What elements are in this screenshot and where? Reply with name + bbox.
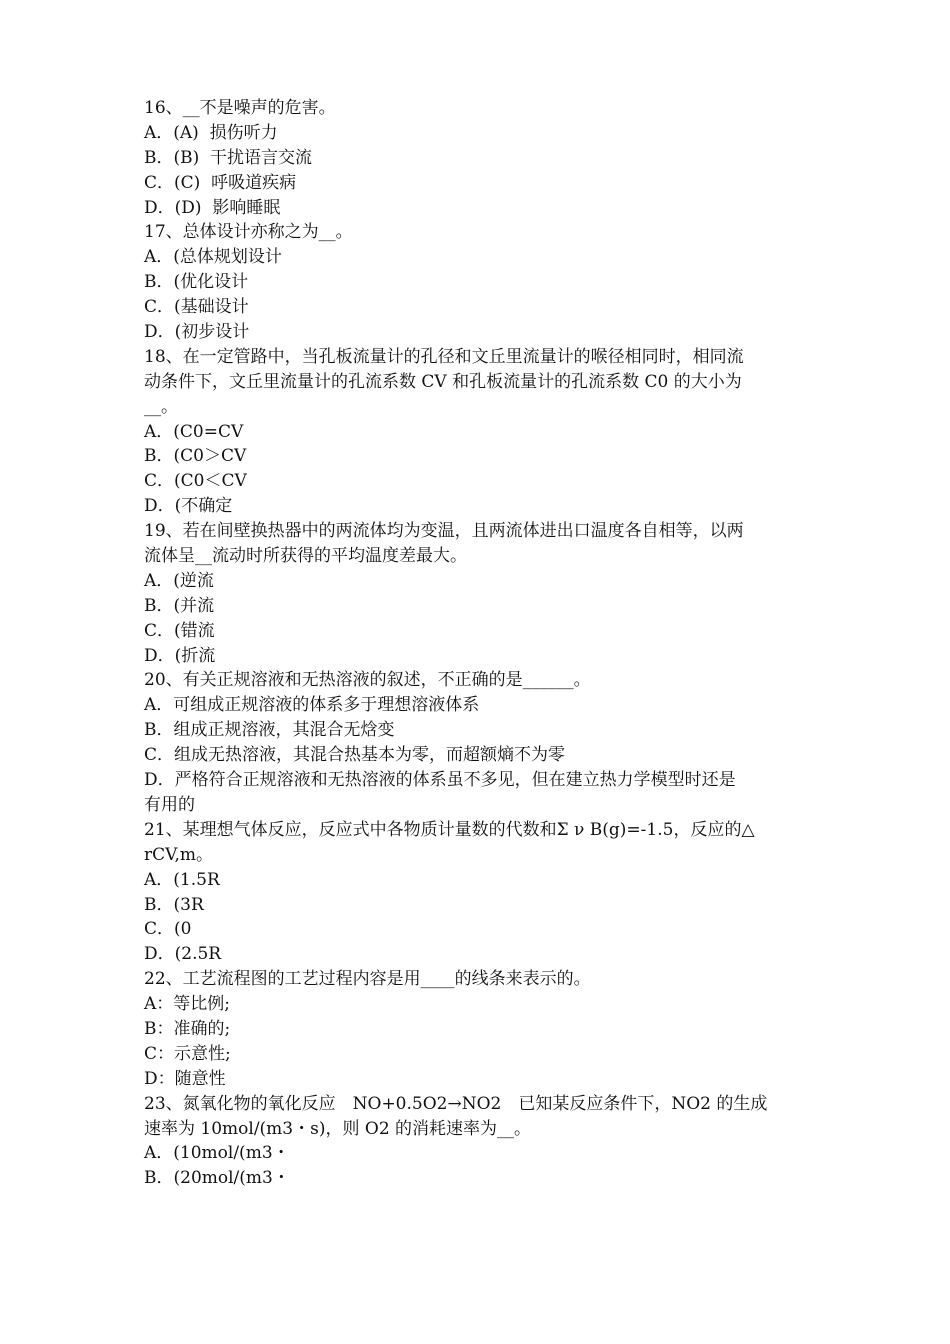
question-22-option-b: B：准确的; bbox=[144, 1018, 231, 1039]
question-17-stem: 17、总体设计亦称之为__。 bbox=[144, 222, 353, 243]
question-16-stem: 16、__不是噪声的危害。 bbox=[144, 98, 336, 118]
question-20-stem: 20、有关正规溶液和无热溶液的叙述，不正确的是______。 bbox=[144, 670, 591, 691]
question-16-option-b: B．(B) 干扰语言交流 bbox=[144, 147, 313, 168]
question-19-option-c: C．(错流 bbox=[144, 620, 215, 641]
question-19-option-b: B．(并流 bbox=[144, 595, 215, 616]
question-21-stem-line-2: rCV,m。 bbox=[144, 844, 213, 865]
question-18-stem-line-3: __。 bbox=[144, 396, 178, 417]
question-21-option-b: B．(3R bbox=[144, 894, 204, 915]
question-18-option-c: C．(C0＜CV bbox=[144, 471, 247, 492]
question-17-option-c: C．(基础设计 bbox=[144, 297, 249, 318]
question-21-stem-line-1: 21、某理想气体反应，反应式中各物质计量数的代数和Σ ν B(g)=-1.5，反应的△ bbox=[144, 819, 755, 840]
question-20-option-c: C．组成无热溶液，其混合热基本为零，而超额熵不为零 bbox=[144, 745, 566, 766]
question-21-option-c: C．(0 bbox=[144, 919, 192, 940]
question-20-option-b: B．组成正规溶液，其混合无焓变 bbox=[144, 720, 395, 741]
question-22-option-c: C：示意性; bbox=[144, 1043, 231, 1064]
question-20-option-d-line-1: D．严格符合正规溶液和无热溶液的体系虽不多见，但在建立热力学模型时还是 bbox=[144, 770, 736, 791]
question-18-option-a: A．(C0=CV bbox=[144, 421, 244, 442]
question-22-stem: 22、工艺流程图的工艺过程内容是用____的线条来表示的。 bbox=[144, 969, 591, 990]
question-16-option-c: C．(C) 呼吸道疾病 bbox=[144, 172, 297, 193]
question-17-option-a: A．(总体规划设计 bbox=[144, 247, 282, 268]
question-17-option-b: B．(优化设计 bbox=[144, 272, 249, 293]
question-18-option-b: B．(C0＞CV bbox=[144, 446, 247, 467]
question-18-option-d: D．(不确定 bbox=[144, 496, 233, 517]
question-18-stem-line-2: 动条件下，文丘里流量计的孔流系数 CV 和孔板流量计的孔流系数 C0 的大小为 bbox=[144, 371, 742, 392]
question-23-option-a: A．(10mol/(m3・ bbox=[144, 1143, 290, 1164]
question-19-stem-line-2: 流体呈__流动时所获得的平均温度差最大。 bbox=[144, 546, 467, 567]
question-16-option-d: D．(D) 影响睡眠 bbox=[144, 197, 281, 218]
question-20-option-a: A．可组成正规溶液的体系多于理想溶液体系 bbox=[144, 695, 480, 716]
question-21-option-d: D．(2.5R bbox=[144, 944, 222, 965]
question-18-stem-line-1: 18、在一定管路中，当孔板流量计的孔径和文丘里流量计的喉径相同时，相同流 bbox=[144, 346, 744, 367]
question-19-option-d: D．(折流 bbox=[144, 645, 216, 666]
question-21-option-a: A．(1.5R bbox=[144, 869, 220, 890]
question-19-stem-line-1: 19、若在间壁换热器中的两流体均为变温，且两流体进出口温度各自相等，以两 bbox=[144, 521, 744, 542]
question-16-option-a: A．(A) 损伤听力 bbox=[144, 122, 278, 143]
document-body bbox=[144, 96, 812, 1191]
question-17-option-d: D．(初步设计 bbox=[144, 322, 250, 343]
question-23-option-b: B．(20mol/(m3・ bbox=[144, 1168, 290, 1189]
question-22-option-d: D：随意性 bbox=[144, 1068, 226, 1089]
question-22-option-a: A：等比例; bbox=[144, 994, 231, 1015]
question-23-stem-line-1: 23、氮氧化物的氧化反应 NO+0.5O2→NO2 已知某反应条件下，NO2 的生成 bbox=[144, 1093, 768, 1114]
question-19-option-a: A．(逆流 bbox=[144, 570, 214, 591]
question-20-option-d-line-2: 有用的 bbox=[144, 794, 195, 815]
question-23-stem-line-2: 速率为 10mol/(m3・s)，则 O2 的消耗速率为__。 bbox=[144, 1118, 532, 1139]
